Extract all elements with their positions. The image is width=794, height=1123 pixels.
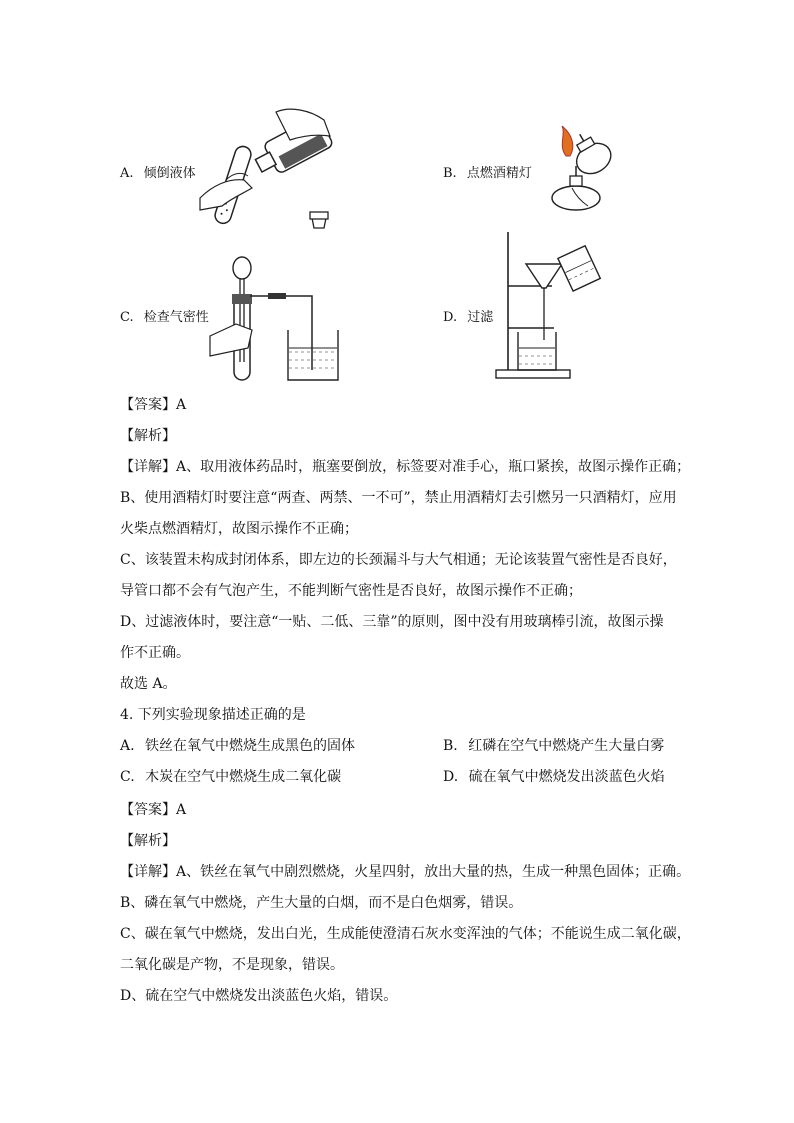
q4-detail-line: B、磷在氧气中燃烧，产生大量的白烟，而不是白色烟雾，错误。 <box>120 895 523 911</box>
option-text: 木炭在空气中燃烧生成二氧化碳 <box>145 769 342 785</box>
q4-detail-line: D、硫在空气中燃烧发出淡蓝色火焰，错误。 <box>120 988 398 1004</box>
option-text: 过滤 <box>467 310 494 325</box>
q3-detail-line: 作不正确。 <box>120 645 190 661</box>
option-text: 倾倒液体 <box>143 166 196 181</box>
q4-option-c <box>120 767 341 787</box>
pour-liquid-figure <box>198 106 348 234</box>
q3-detail-line: D、过滤液体时，要注意“一贴、二低、三靠”的原则，图中没有用玻璃棒引流，故图示操 <box>120 614 664 630</box>
option-letter: D. <box>443 310 458 325</box>
option-letter: A. <box>120 166 134 181</box>
q4-answer: 【答案】A <box>120 802 187 818</box>
q3-detail-line: 导管口都不会有气泡产生，不能判断气密性是否良好，故图示操作不正确； <box>120 583 582 599</box>
option-letter: B. <box>443 166 457 181</box>
option-c-airtightness <box>120 306 209 325</box>
q3-detail-line: C、该装置未构成封闭体系，即左边的长颈漏斗与大气相通；无论该装置气密性是否良好， <box>120 552 677 568</box>
option-letter: C. <box>120 310 134 325</box>
option-letter: D. <box>443 769 459 785</box>
option-text: 红磷在空气中燃烧产生大量白雾 <box>468 738 665 754</box>
option-text: 点燃酒精灯 <box>466 166 532 181</box>
q4-detail-line: 【详解】A、铁丝在氧气中剧烈燃烧，火星四射，放出大量的热，生成一种黑色固体；正确。 <box>120 864 691 880</box>
q4-detail-line: C、碳在氧气中燃烧，发出白光，生成能使澄清石灰水变浑浊的气体；不能说生成二氧化碳， <box>120 926 691 942</box>
option-text: 硫在氧气中燃烧发出淡蓝色火焰 <box>468 769 665 785</box>
alcohol-lamp-figure <box>532 118 616 214</box>
q4-option-d <box>443 767 665 787</box>
q3-detail-line: 故选 A。 <box>120 676 177 692</box>
option-text: 铁丝在氧气中燃烧生成黑色的固体 <box>145 738 356 754</box>
option-text: 检查气密性 <box>143 310 209 325</box>
airtightness-figure <box>208 252 344 384</box>
option-b-light-lamp <box>443 162 532 181</box>
q3-analysis-label: 【解析】 <box>120 428 176 444</box>
q4-option-a <box>120 736 355 756</box>
option-letter: C. <box>120 769 135 785</box>
q4-analysis-label: 【解析】 <box>120 833 176 849</box>
q3-detail-line: 火柴点燃酒精灯，故图示操作不正确； <box>120 521 358 537</box>
option-letter: A. <box>120 738 135 754</box>
q3-answer: 【答案】A <box>120 397 187 413</box>
q4-stem: 4. 下列实验现象描述正确的是 <box>120 707 306 723</box>
filtration-figure <box>494 228 602 380</box>
option-d-filtration <box>443 306 493 325</box>
q4-option-b <box>443 736 664 756</box>
q3-detail-line: 【详解】A、取用液体药品时，瓶塞要倒放，标签要对准手心，瓶口紧挨，故图示操作正确； <box>120 459 691 475</box>
q4-detail-line: 二氧化碳是产物，不是现象，错误。 <box>120 957 344 973</box>
q3-detail-line: B、使用酒精灯时要注意“两查、两禁、一不可”，禁止用酒精灯去引燃另一只酒精灯，应用 <box>120 490 677 506</box>
option-letter: B. <box>443 738 458 754</box>
option-a-pour-liquid <box>120 162 196 181</box>
